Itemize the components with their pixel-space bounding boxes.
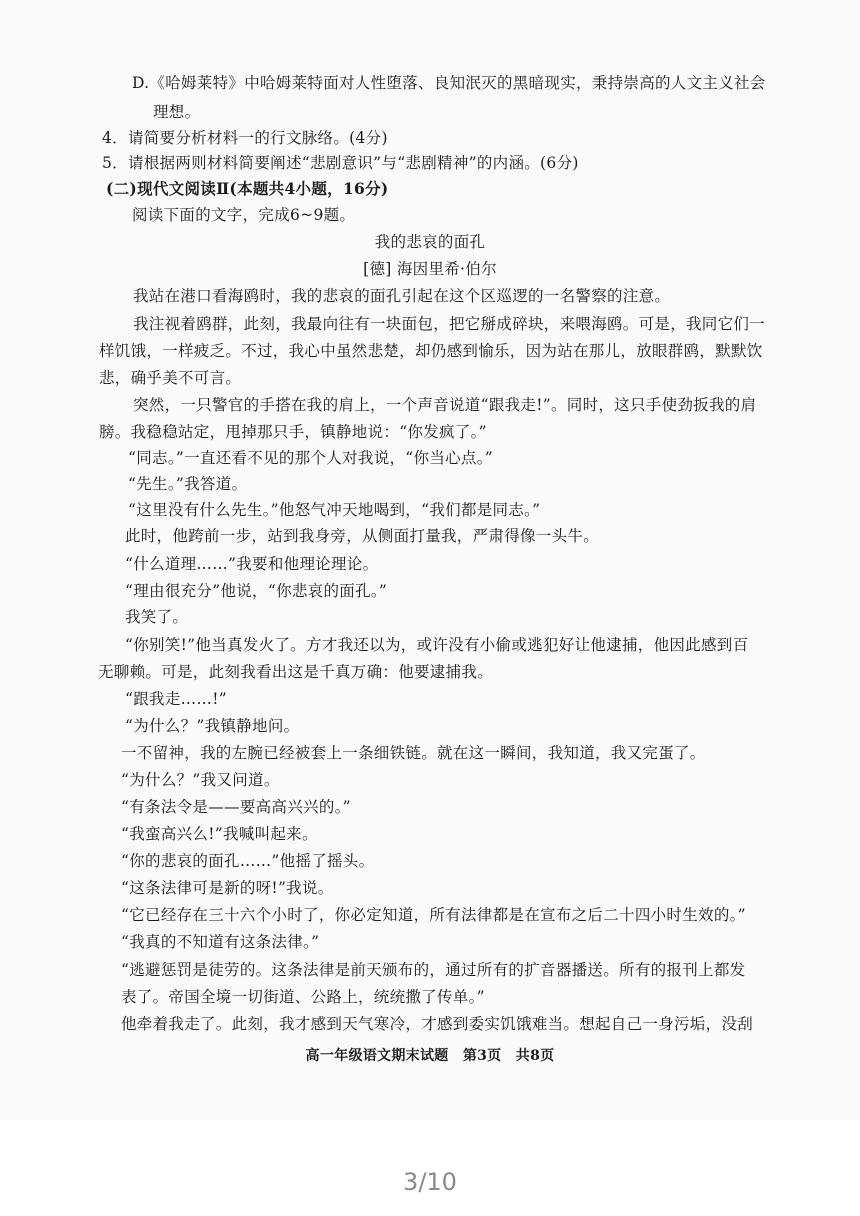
passage-paragraph: “我真的不知道有这条法律。” — [121, 933, 320, 951]
passage-paragraph: 表了。帝国全境一切街道、公路上，统统撒了传单。” — [121, 988, 485, 1006]
passage-paragraph: “有条法令是——要高高兴兴的。” — [121, 798, 351, 816]
passage-paragraph: “逃避惩罚是徒劳的。这条法律是前天颁布的，通过所有的扩音器播送。所有的报刊上都发 — [121, 961, 746, 979]
reading-instruction: 阅读下面的文字，完成6~9题。 — [132, 206, 356, 224]
passage-paragraph: 此时，他跨前一步，站到我身旁，从侧面打量我，严肃得像一头牛。 — [125, 527, 600, 545]
passage-paragraph: 我注视着鸥群，此刻，我最向往有一块面包，把它掰成碎块，来喂海鸥。可是，我同它们一 — [133, 315, 766, 333]
passage-paragraph: 悲，确乎美不可言。 — [99, 369, 242, 387]
passage-paragraph: “你的悲哀的面孔……”他摇了摇头。 — [121, 852, 375, 870]
passage-paragraph: “你别笑!”他当真发火了。方才我还以为，或许没有小偷或逃犯好让他逮捕，他因此感到百 — [125, 636, 749, 654]
passage-paragraph: 膀。我稳稳站定，甩掉那只手，镇静地说：“你发疯了。” — [99, 423, 487, 441]
passage-paragraph: “同志。”一直还看不见的那个人对我说，“你当心点。” — [128, 449, 493, 467]
option-d-text-cont: 理想。 — [153, 103, 201, 121]
page-footer: 高一年级语文期末试题 第3页 共8页 — [305, 1048, 555, 1064]
passage-paragraph: 无聊赖。可是，此刻我看出这是千真万确：他要逮捕我。 — [98, 663, 494, 681]
passage-author: [德] 海因里希·伯尔 — [363, 260, 497, 278]
passage-paragraph: “理由很充分”他说，“你悲哀的面孔。” — [125, 582, 388, 600]
passage-title: 我的悲哀的面孔 — [374, 233, 486, 251]
question-4: 4．请简要分析材料一的行文脉络。(4分) — [102, 129, 388, 147]
passage-paragraph: “这条法律可是新的呀!”我说。 — [121, 879, 334, 897]
passage-paragraph: 他牵着我走了。此刻，我才感到天气寒冷，才感到委实饥饿难当。想起自己一身污垢，没刮 — [121, 1015, 754, 1033]
passage-paragraph: “先生。”我答道。 — [128, 475, 248, 493]
question-5: 5．请根据两则材料简要阐述“悲剧意识”与“悲剧精神”的内涵。(6分) — [102, 154, 579, 172]
page-indicator: 3/10 — [403, 1168, 457, 1196]
passage-paragraph: “为什么？”我镇静地问。 — [125, 717, 300, 735]
passage-paragraph: 我笑了。 — [125, 608, 189, 626]
passage-paragraph: 我站在港口看海鸥时，我的悲哀的面孔引起在这个区巡逻的一名警察的注意。 — [133, 287, 671, 305]
passage-paragraph: 突然，一只警官的手搭在我的肩上，一个声音说道“跟我走!”。同时，这只手使劲扳我的肩 — [133, 396, 757, 414]
passage-paragraph: “跟我走……!” — [125, 690, 227, 708]
passage-paragraph: “我蛮高兴么!”我喊叫起来。 — [121, 825, 318, 843]
option-d-text: D.《哈姆莱特》中哈姆莱特面对人性堕落、良知泯灭的黑暗现实，秉持崇高的人文主义社会 — [132, 74, 766, 92]
section-heading: (二)现代文阅读Ⅱ(本题共4小题，16分) — [106, 179, 389, 198]
passage-paragraph: 样饥饿，一样疲乏。不过，我心中虽然悲楚，却仍感到愉乐，因为站在那儿，放眼群鸥，默默饮 — [99, 342, 763, 360]
passage-paragraph: “为什么？”我又问道。 — [121, 771, 280, 789]
passage-paragraph: “这里没有什么先生。”他怒气冲天地喝到，“我们都是同志。” — [128, 501, 541, 519]
passage-paragraph: “什么道理……”我要和他理论理论。 — [125, 555, 379, 573]
passage-paragraph: “它已经存在三十六个小时了，你必定知道，所有法律都是在宣布之后二十四小时生效的。” — [121, 906, 746, 924]
passage-paragraph: 一不留神，我的左腕已经被套上一条细铁链。就在这一瞬间，我知道，我又完蛋了。 — [121, 744, 706, 762]
